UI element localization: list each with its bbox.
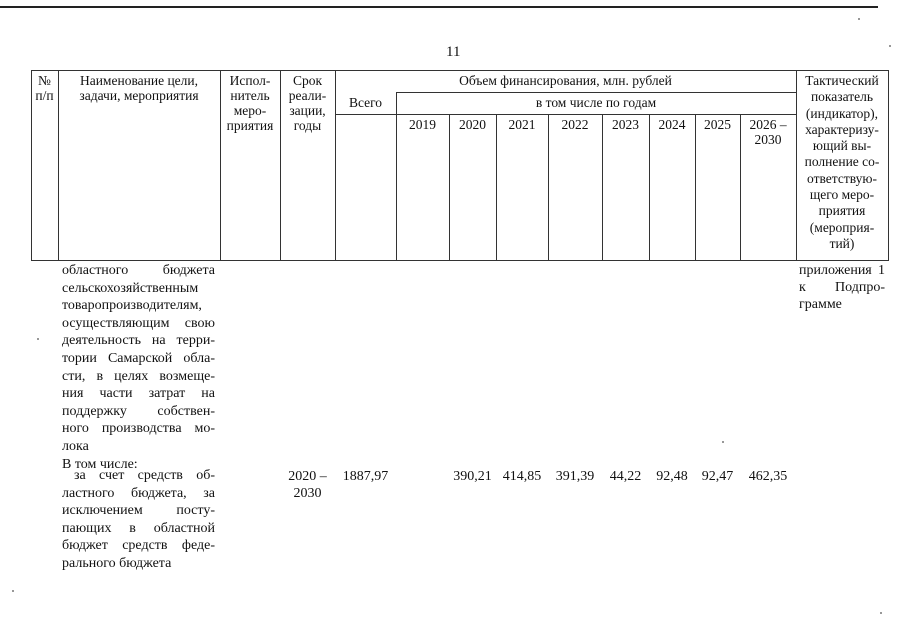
header-indicator-line: полнение со- <box>804 154 880 170</box>
row1-name-line: деятельность на терри- <box>62 333 215 349</box>
row2-value-2026-2030: 462,35 <box>748 469 788 484</box>
top-border-line <box>0 6 878 8</box>
row1-name <box>62 262 215 473</box>
row1-indicator <box>799 262 885 313</box>
page-number: 11 <box>446 44 461 60</box>
header-num-line: № <box>38 73 51 88</box>
header-executor-line: меро- <box>233 103 267 118</box>
header-indicator <box>796 73 888 252</box>
row1-name-line: ного производства мо- <box>62 421 215 437</box>
header-year-line: 2026 – <box>749 117 787 132</box>
row1-name-line: сти, в целях возмеще- <box>62 368 215 384</box>
row2-term <box>280 468 335 502</box>
header-year-2025: 2025 <box>704 117 731 132</box>
row2-name-line: за счет средств об- <box>74 468 215 483</box>
row2-value-2020: 390,21 <box>453 469 492 484</box>
header-term-line: зации, <box>289 103 326 118</box>
header-executor-line: приятия <box>226 118 274 133</box>
row1-name-line: областного бюджета <box>62 263 215 278</box>
row1-indicator-line: к Подпро- <box>799 280 885 295</box>
header-year-2022: 2022 <box>561 117 589 132</box>
header-term-line: Срок <box>292 73 323 88</box>
header-year-2020: 2020 <box>459 117 486 132</box>
row1-indicator-line: грамме <box>799 297 842 312</box>
row2-name-line: исключением посту- <box>62 503 215 519</box>
row1-name-line: тории Самарской обла- <box>62 350 215 366</box>
row2-name-line: ластного бюджета, за <box>62 485 215 501</box>
header-indicator-line: Тактический <box>805 73 879 88</box>
row1-name-line: лока <box>62 438 89 454</box>
row2-name-line: рального бюджета <box>62 555 172 571</box>
header-name <box>58 73 220 103</box>
header-indicator-line: щего меро- <box>809 187 875 203</box>
row2-name-line: пающих в областной <box>62 520 215 536</box>
row2-name-line: бюджет средств феде- <box>62 538 215 554</box>
header-term-line: реали- <box>288 88 327 103</box>
header-financing: Объем финансирования, млн. рублей <box>459 73 672 88</box>
header-num <box>31 73 58 103</box>
header-indicator-line: (мероприя- <box>809 219 875 235</box>
header-term <box>280 73 335 133</box>
header-year-2023: 2023 <box>612 117 639 132</box>
row2-value-2024: 92,48 <box>656 469 688 484</box>
row1-indicator-line: приложения 1 <box>799 263 885 278</box>
header-term-line: годы <box>293 118 322 133</box>
header-indicator-line: тий) <box>829 235 855 251</box>
header-year-line: 2030 <box>754 132 782 147</box>
row1-name-line: поддержку собствен- <box>62 403 215 419</box>
header-total: Всего <box>348 95 383 110</box>
row1-name-line: товаропроизводителям, <box>62 298 202 314</box>
row2-value-2021: 414,85 <box>502 469 542 484</box>
row2-term-line: 2030 <box>293 486 322 501</box>
header-year-2021: 2021 <box>508 117 536 132</box>
header-year-2019: 2019 <box>409 117 436 132</box>
row2-value-2023: 44,22 <box>609 469 642 484</box>
row2-term-line: 2020 – <box>288 469 327 484</box>
row2-value-2025: 92,47 <box>701 469 734 484</box>
header-num-line: п/п <box>35 88 54 103</box>
row2-value-2022: 391,39 <box>555 469 595 484</box>
header-executor-line: Испол- <box>229 73 271 88</box>
header-indicator-line: показатель <box>810 89 874 105</box>
header-name-line: задачи, мероприятия <box>79 88 199 103</box>
row1-name-line: осуществляющим свою <box>62 315 215 331</box>
header-by-years: в том числе по годам <box>535 95 657 110</box>
header-indicator-line: (индикатор), <box>805 105 879 121</box>
header-indicator-line: ющий вы- <box>812 138 872 154</box>
row1-name-line: ния части затрат на <box>62 386 215 402</box>
row2-name <box>62 467 215 573</box>
header-year-2026-2030 <box>740 117 796 147</box>
header-executor <box>220 73 280 133</box>
header-name-line: Наименование цели, <box>79 73 199 88</box>
header-indicator-line: ответствую- <box>807 170 877 186</box>
header-year-2024: 2024 <box>658 117 686 132</box>
header-executor-line: нитель <box>230 88 270 103</box>
row1-name-line: сельскохозяйственным <box>62 280 199 296</box>
including-label: В том числе: <box>62 456 138 472</box>
row2-total: 1887,97 <box>342 469 389 484</box>
header-indicator-line: приятия <box>818 203 866 219</box>
header-indicator-line: характеризу- <box>805 121 879 137</box>
